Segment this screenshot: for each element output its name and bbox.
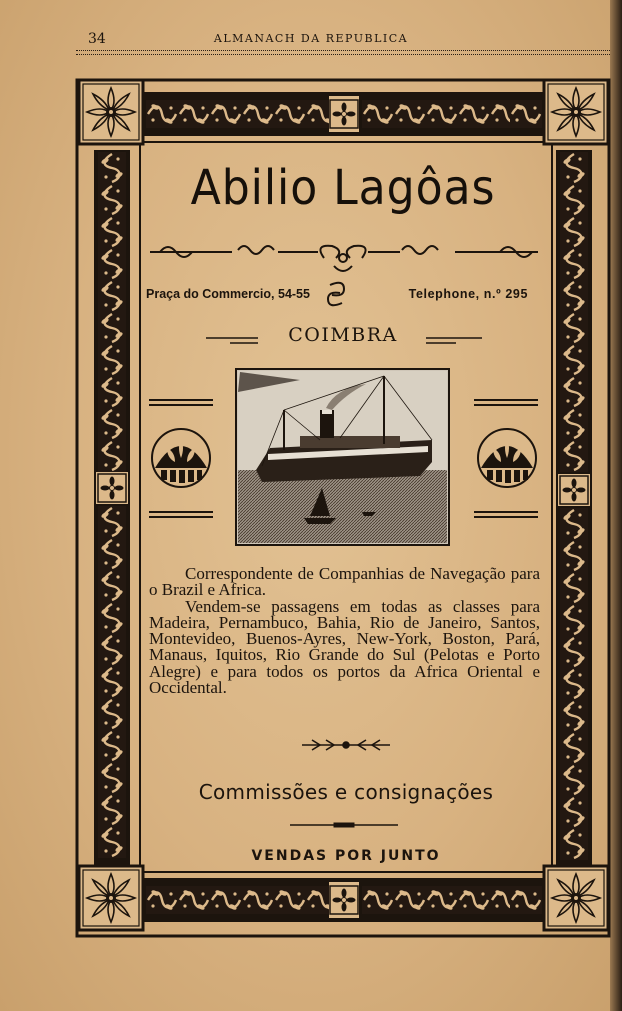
page-number: 34 — [88, 31, 106, 47]
flower-corner-icon — [79, 80, 143, 144]
body-paragraph: Vendem-se passagens em todas as classes para Madeira, Pernambuco, Bahia, Rio de Janeiro, Santos, Montevideo, Buenos-Ayres, New-York, Boston, Pará, Manaus, Iquitos, Rio Grande do Sul (Pelotas e Porto Alegre) e para todos os portos da Africa Oriental e Occidental. — [149, 596, 540, 698]
flower-corner-icon — [544, 80, 608, 144]
commission-line: Commissões e consignações — [198, 780, 494, 804]
flower-corner-icon — [544, 866, 608, 930]
top-vine-band — [143, 92, 543, 136]
body-text — [149, 566, 540, 696]
city-line — [200, 324, 486, 354]
running-title: ALMANACH DA REPUBLICA — [213, 32, 409, 45]
address-line — [146, 287, 542, 307]
city: COIMBRA — [288, 324, 398, 346]
right-vine-band — [556, 150, 592, 868]
left-vine-band — [94, 150, 130, 868]
ship-illustration — [236, 369, 449, 545]
wholesale-line: VENDAS POR JUNTO — [251, 848, 441, 864]
address: Praça do Commercio, 54-55 — [146, 287, 310, 301]
text-divider-ornament-icon — [302, 740, 390, 750]
scroll-ornament-icon — [150, 246, 538, 271]
lotus-ornament-icon — [152, 429, 210, 487]
flower-corner-icon — [79, 866, 143, 930]
lotus-ornament-icon — [478, 429, 536, 487]
business-name: Abilio Lagôas — [190, 160, 496, 216]
telephone: Telephone, n.º 295 — [408, 287, 528, 301]
closing-rule — [290, 823, 398, 827]
bottom-vine-band — [143, 878, 543, 922]
body-paragraph: Correspondente de Companhias de Navegação para o Brazil e Africa. — [149, 564, 540, 600]
